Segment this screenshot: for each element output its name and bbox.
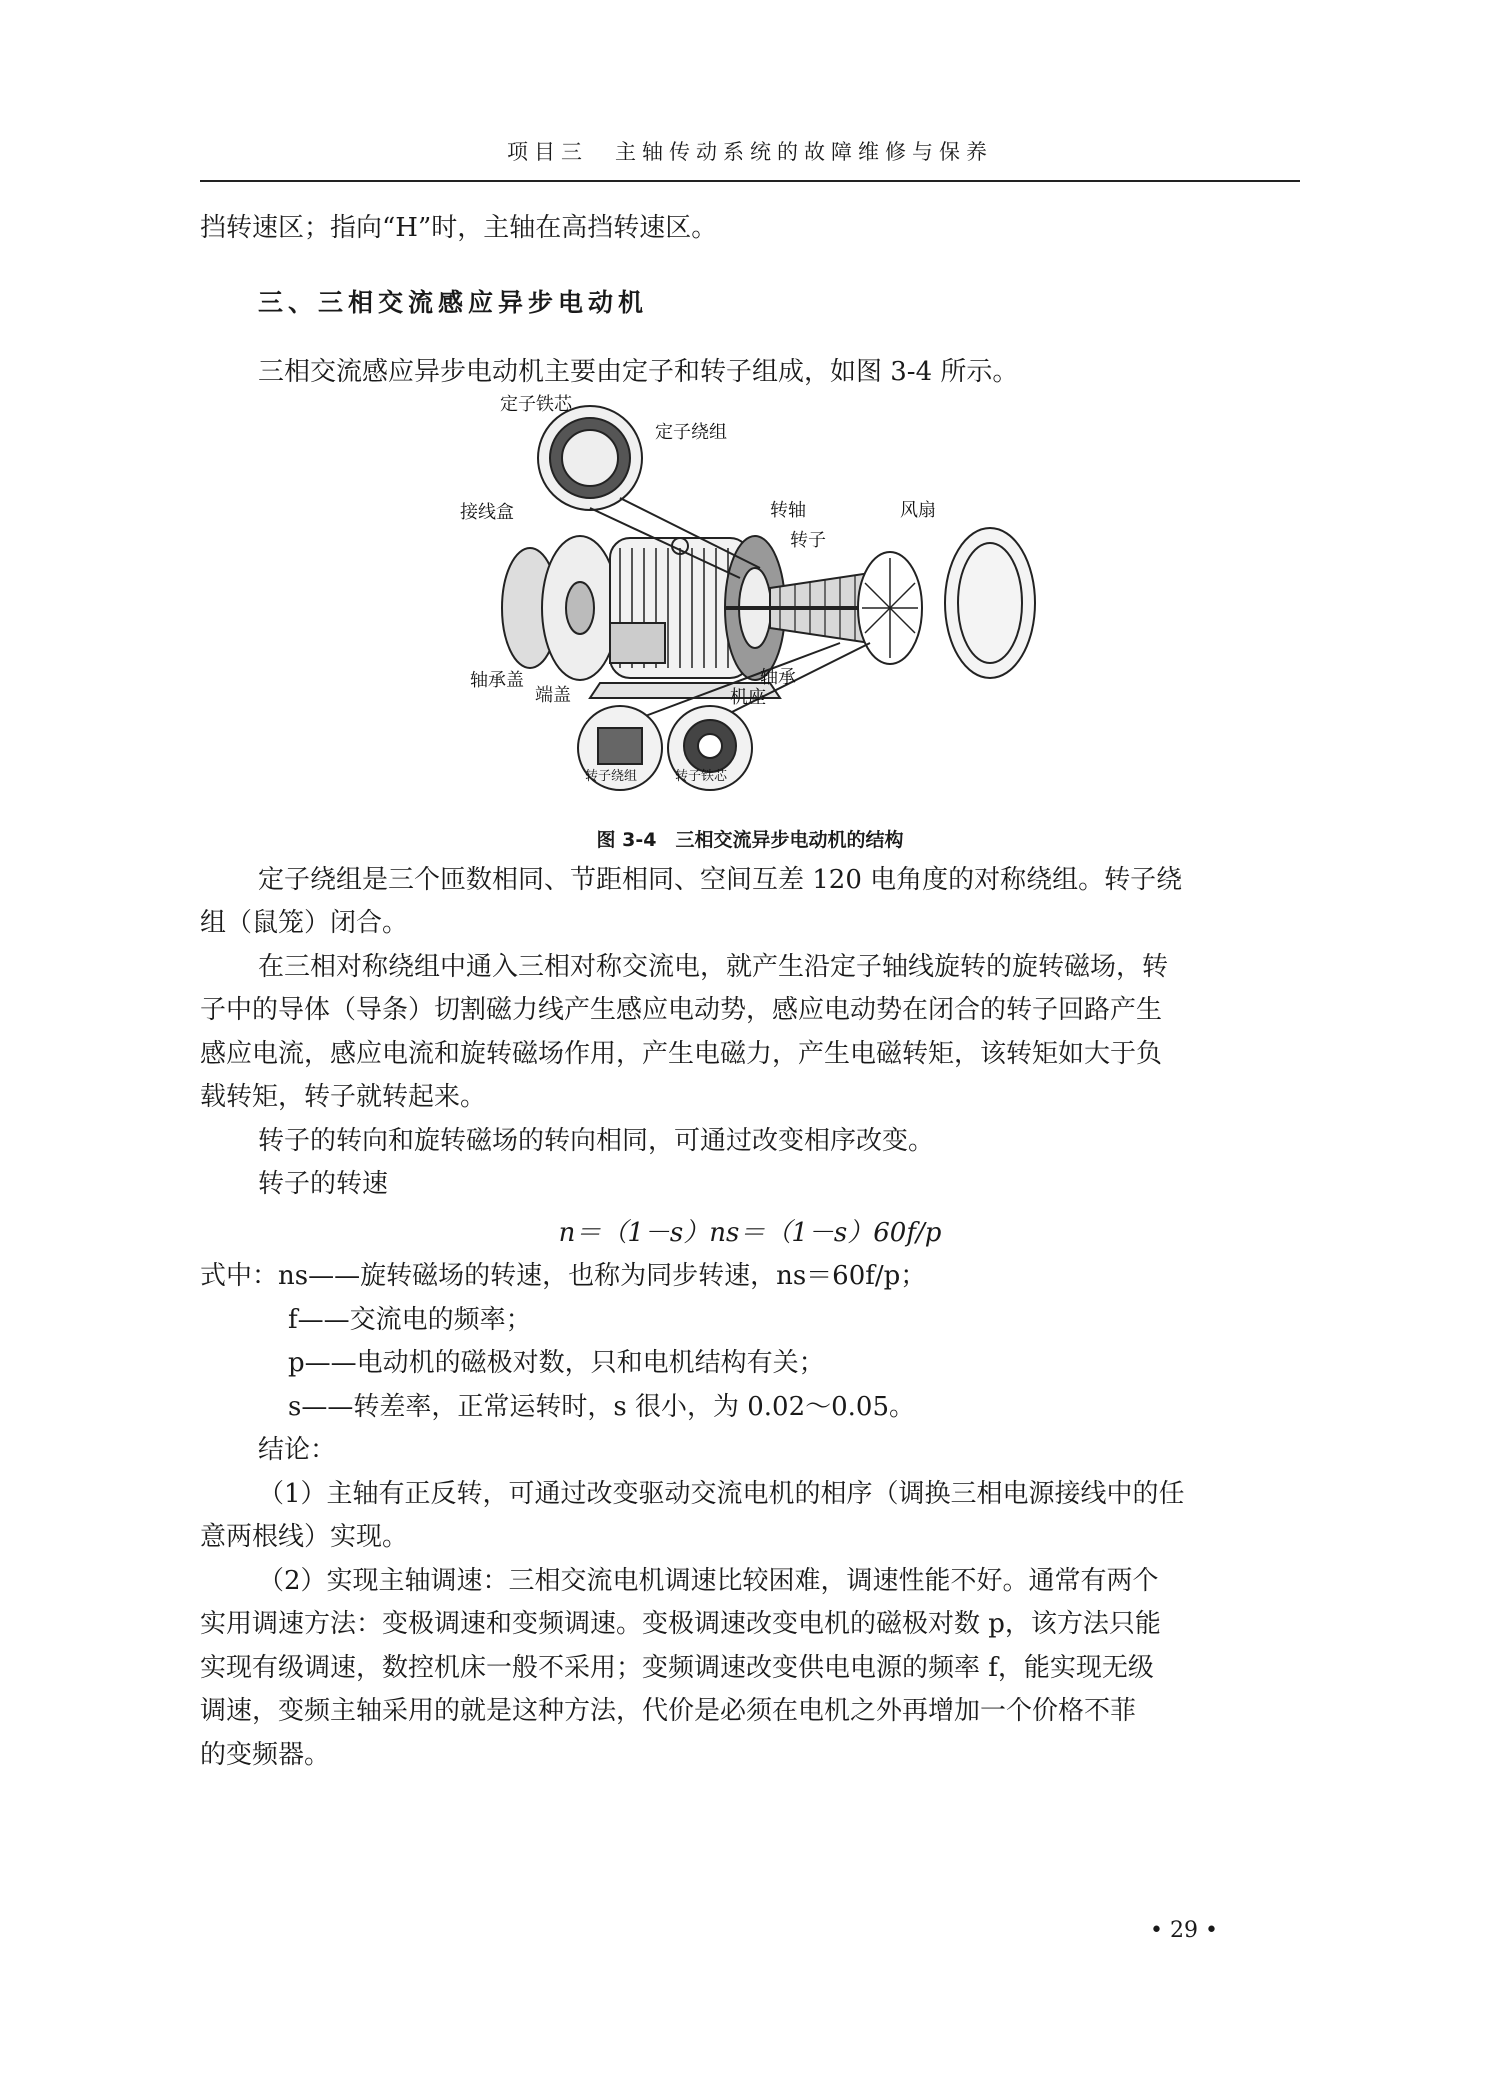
text-line: 挡转速区；指向“H”时，主轴在高挡转速区。	[200, 213, 718, 243]
speed-formula: n＝（1－s）ns＝（1－s）60f/p	[558, 1218, 942, 1248]
running-header	[200, 136, 1300, 182]
label-stator-winding: 定子绕组	[655, 422, 727, 443]
text-line: 组（鼠笼）闭合。	[200, 908, 409, 938]
text-line: f——交流电的频率；	[288, 1305, 532, 1335]
page-number: • 29 •	[1150, 1918, 1218, 1943]
text-line: 三相交流感应异步电动机主要由定子和转子组成，如图 3-4 所示。	[258, 357, 1019, 387]
text-line: （1）主轴有正反转，可通过改变驱动交流电机的相序（调换三相电源接线中的任	[258, 1479, 1185, 1509]
text-line: 意两根线）实现。	[200, 1522, 409, 1552]
label-junction-box: 接线盒	[460, 502, 514, 523]
text-line: p——电动机的磁极对数，只和电机结构有关；	[288, 1348, 825, 1378]
text-line: 调速，变频主轴采用的就是这种方法，代价是必须在电机之外再增加一个价格不菲	[200, 1696, 1137, 1726]
text-line: 的变频器。	[200, 1740, 331, 1770]
junction-box-shape	[610, 623, 665, 663]
text-line: 子中的导体（导条）切割磁力线产生感应电动势，感应电动势在闭合的转子回路产生	[200, 995, 1163, 1025]
label-stator-core: 定子铁芯	[500, 394, 572, 415]
header-text: 项目三 主轴传动系统的故障维修与保养	[507, 140, 993, 164]
text-line: 实现有级调速，数控机床一般不采用；变频调速改变供电电源的频率 f，能实现无级	[200, 1653, 1154, 1683]
label-fan: 风扇	[900, 500, 936, 521]
text-line: 式中：ns——旋转磁场的转速，也称为同步转速，ns＝60f/p；	[200, 1261, 927, 1291]
text-line: 实用调速方法：变极调速和变频调速。变极调速改变电机的磁极对数 p，该方法只能	[200, 1609, 1161, 1639]
figure-caption: 图 3-4 三相交流异步电动机的结构	[596, 829, 904, 851]
text-line: 转子的转速	[258, 1169, 389, 1199]
label-rotor-winding: 转子绕组	[585, 769, 638, 784]
text-line: 转子的转向和旋转磁场的转向相同，可通过改变相序改变。	[258, 1126, 935, 1156]
section-heading: 三、三相交流感应异步电动机	[258, 288, 649, 317]
text-line: 感应电流，感应电流和旋转磁场作用，产生电磁力，产生电磁转矩，该转矩如大于负	[200, 1039, 1163, 1069]
text-line: s——转差率，正常运转时，s 很小，为 0.02～0.05。	[288, 1392, 915, 1422]
label-rotor-core: 转子铁芯	[675, 769, 728, 784]
label-rotor: 转子	[790, 530, 826, 551]
label-shaft: 转轴	[770, 500, 806, 521]
label-end-cover: 端盖	[535, 685, 571, 706]
label-bearing-cover: 轴承盖	[470, 670, 524, 691]
text-line: 定子绕组是三个匝数相同、节距相同、空间互差 120 电角度的对称绕组。转子绕	[258, 865, 1183, 895]
text-line: 载转矩，转子就转起来。	[200, 1082, 487, 1112]
text-line: 结论：	[258, 1435, 337, 1465]
motor-structure-figure	[460, 394, 1050, 798]
label-bearing: 轴承	[760, 667, 796, 688]
text-line: 在三相对称绕组中通入三相对称交流电，就产生沿定子轴线旋转的旋转磁场，转	[258, 952, 1169, 982]
label-frame: 机座	[730, 687, 766, 708]
text-line: （2）实现主轴调速：三相交流电机调速比较困难，调速性能不好。通常有两个	[258, 1566, 1159, 1596]
